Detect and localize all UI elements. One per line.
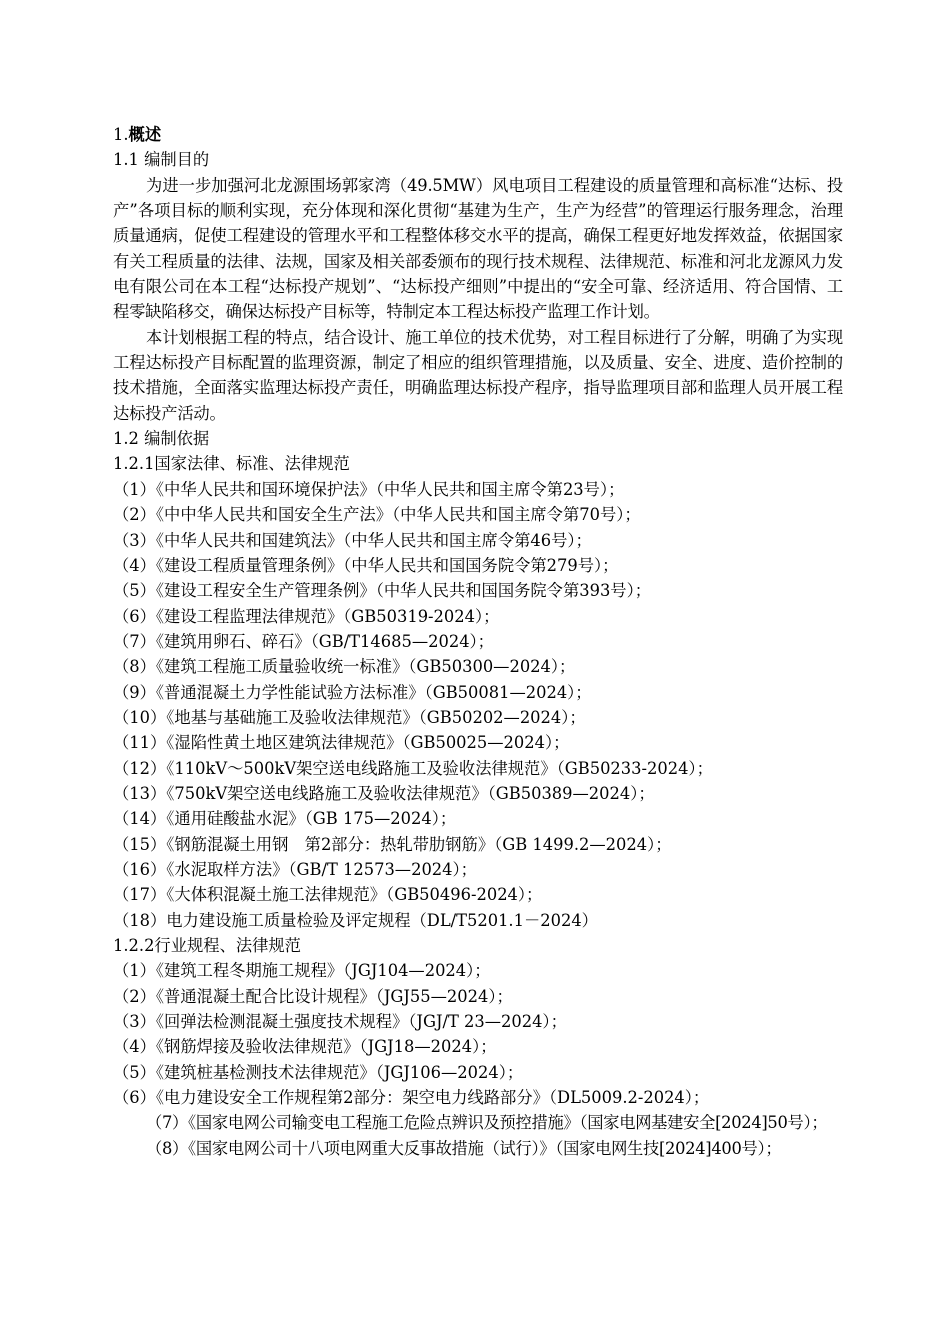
- list-item: （3）《中华人民共和国建筑法》（中华人民共和国主席令第46号）；: [113, 530, 592, 550]
- paragraph: 本计划根据工程的特点，结合设计、施工单位的技术优势，对工程目标进行了分解，明确了为实现工程达标投产目标配置的监理资源，制定了相应的组织管理措施，以及质量、安全、进度、造价控制的技术措施，全面落实监理达标投产责任，明确监理达标投产程序，指导监理项目部和监理人员开展工程达标投产活动。: [113, 327, 843, 423]
- list-item: （3）《回弹法检测混凝土强度技术规程》（JGJ/T 23—2024）；: [113, 1012, 567, 1032]
- list-item: （8）《建筑工程施工质量验收统一标准》（GB50300—2024）；: [113, 657, 576, 677]
- list-item: （4）《建设工程质量管理条例》（中华人民共和国国务院令第279号）；: [113, 555, 619, 575]
- list-item: （9）《普通混凝土力学性能试验方法标准》（GB50081—2024）；: [113, 682, 592, 702]
- list-item: （5）《建筑桩基检测技术法律规范》（JGJ106—2024）；: [113, 1062, 524, 1082]
- list-item: （13）《750kV架空送电线路施工及验收法律规范》（GB50389—2024）；: [113, 783, 655, 803]
- section-1-1-heading: 1.1 编制目的: [113, 150, 210, 170]
- list-item: （7）《国家电网公司输变电工程施工危险点辨识及预控措施》（国家电网基建安全[2024]50号）；: [146, 1113, 828, 1133]
- list-item: （1）《建筑工程冬期施工规程》（JGJ104—2024）；: [113, 961, 491, 981]
- section-1-2-heading: 1.2 编制依据: [113, 429, 210, 449]
- list-item: （6）《建设工程监理法律规范》（GB50319-2024）；: [113, 606, 500, 626]
- list-item: （17）《大体积混凝土施工法律规范》（GB50496-2024）；: [113, 885, 543, 905]
- list-item: （11）《湿陷性黄土地区建筑法律规范》（GB50025—2024）；: [113, 733, 570, 753]
- section-1-heading: [113, 122, 843, 147]
- list-item: （1）《中华人民共和国环境保护法》（中华人民共和国主席令第23号）；: [113, 479, 625, 499]
- section-1-2-2-heading: 1.2.2行业规程、法律规范: [113, 936, 301, 955]
- list-item: （6）《电力建设安全工作规程第2部分：架空电力线路部分》（DL5009.2-2024）；: [113, 1088, 710, 1108]
- list-item: （8）《国家电网公司十八项电网重大反事故措施（试行）》（国家电网生技[2024]400号）；: [146, 1138, 782, 1158]
- list-item: （10）《地基与基础施工及验收法律规范》（GB50202—2024）；: [113, 707, 586, 727]
- list-item: （2）《普通混凝土配合比设计规程》（JGJ55—2024）；: [113, 986, 513, 1006]
- section-title: 概述: [128, 125, 162, 144]
- list-item: （12）《110kV～500kV架空送电线路施工及验收法律规范》（GB50233-2024）；: [113, 758, 713, 778]
- list-item: （16）《水泥取样方法》（GB/T 12573—2024）；: [113, 859, 477, 879]
- document-body: [113, 122, 843, 1161]
- list-item: （4）《钢筋焊接及验收法律规范》（JGJ18—2024）；: [113, 1037, 497, 1057]
- list-item: （7）《建筑用卵石、碎石》（GB/T14685—2024）；: [113, 631, 494, 651]
- section-number: 1.: [113, 125, 129, 144]
- list-item: （2）《中中华人民共和国安全生产法》（中华人民共和国主席令第70号）；: [113, 505, 641, 525]
- list-item: （14）《通用硅酸盐水泥》（GB 175—2024）；: [113, 809, 457, 829]
- section-1-2-1-heading: 1.2.1国家法律、标准、法律规范: [113, 454, 350, 474]
- list-item: （15）《钢筋混凝土用钢 第2部分：热轧带肋钢筋》（GB 1499.2—2024）；: [113, 834, 672, 854]
- list-item: （18）电力建设施工质量检验及评定规程（DL/T5201.1－2024）: [113, 910, 598, 930]
- paragraph: 为进一步加强河北龙源围场郭家湾（49.5MW）风电项目工程建设的质量管理和高标准“达标、投产”各项目标的顺利实现，充分体现和深化贯彻“基建为生产，生产为经营”的管理运行服务理念，治理质量通病，促使工程建设的管理水平和工程整体移交水平的提高，确保工程更好地发挥效益，依据国家有关工程质量的法律、法规，国家及相关部委颁布的现行技术规程、法律规范、标准和河北龙源风力发电有限公司在本工程“达标投产规划”、“达标投产细则”中提出的“安全可靠、经济适用、符合国情、工程零缺陷移交，确保达标投产目标等，特制定本工程达标投产监理工作计划。: [113, 175, 843, 322]
- list-item: （5）《建设工程安全生产管理条例》（中华人民共和国国务院令第393号）；: [113, 581, 652, 601]
